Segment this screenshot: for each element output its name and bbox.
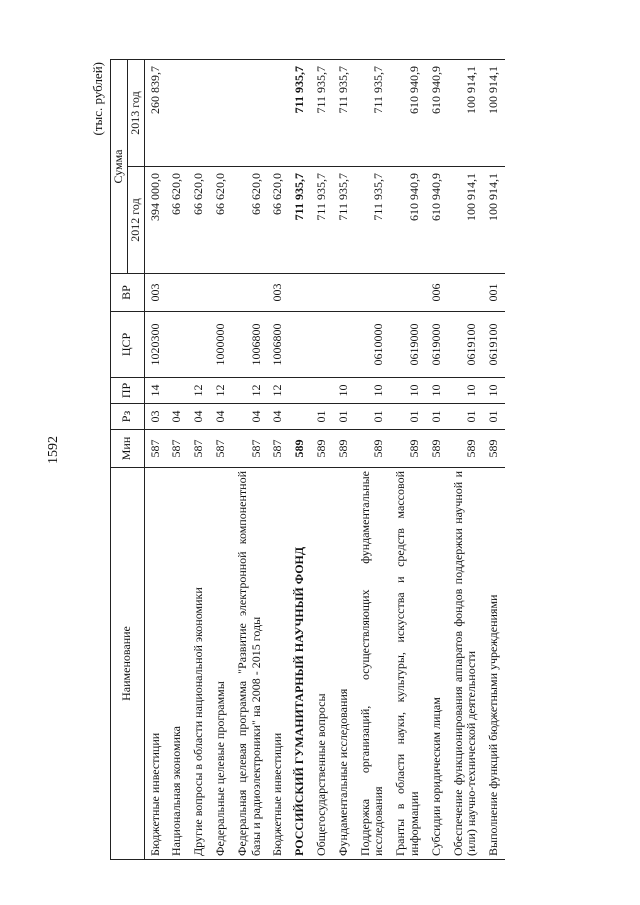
cell-csr xyxy=(333,312,355,378)
header-rz: Рз xyxy=(111,404,145,430)
cell-vr: 001 xyxy=(483,274,505,312)
cell-2013 xyxy=(166,59,188,166)
table-row xyxy=(355,59,391,859)
cell-pr: 10 xyxy=(448,378,484,404)
table-row xyxy=(267,59,289,859)
cell-csr: 0619100 xyxy=(483,312,505,378)
cell-min: 587 xyxy=(232,430,268,468)
cell-name: Бюджетные инвестиции xyxy=(267,468,289,860)
cell-pr: 10 xyxy=(355,378,391,404)
table-row xyxy=(426,59,448,859)
budget-table xyxy=(110,59,505,860)
cell-pr: 12 xyxy=(232,378,268,404)
cell-csr: 1006800 xyxy=(267,312,289,378)
cell-min: 589 xyxy=(355,430,391,468)
cell-rz: 04 xyxy=(166,404,188,430)
cell-2012: 100 914,1 xyxy=(448,167,484,274)
cell-name: Обеспечение функционирования аппаратов фондов поддержки научной и (или) научно-технической деятельности xyxy=(448,468,484,860)
cell-2013: 711 935,7 xyxy=(333,59,355,166)
cell-rz: 03 xyxy=(144,404,166,430)
cell-2013 xyxy=(210,59,232,166)
table-row xyxy=(448,59,484,859)
cell-rz: 01 xyxy=(311,404,333,430)
cell-vr xyxy=(166,274,188,312)
cell-name: Субсидии юридическим лицам xyxy=(426,468,448,860)
cell-csr xyxy=(311,312,333,378)
cell-vr: 003 xyxy=(144,274,166,312)
cell-min: 587 xyxy=(267,430,289,468)
cell-2012: 66 620,0 xyxy=(267,167,289,274)
header-csr: ЦСР xyxy=(111,312,145,378)
table-row xyxy=(311,59,333,859)
cell-csr: 1020300 xyxy=(144,312,166,378)
cell-csr: 1000000 xyxy=(210,312,232,378)
cell-pr: 12 xyxy=(267,378,289,404)
cell-csr: 0610000 xyxy=(355,312,391,378)
rotated-table-area xyxy=(90,60,610,860)
table-body xyxy=(144,59,505,859)
cell-pr: 10 xyxy=(426,378,448,404)
header-min: Мин xyxy=(111,430,145,468)
cell-vr xyxy=(390,274,426,312)
cell-rz: 04 xyxy=(210,404,232,430)
cell-pr: 10 xyxy=(390,378,426,404)
cell-min: 589 xyxy=(483,430,505,468)
cell-name: Выполнение функций бюджетными учреждениями xyxy=(483,468,505,860)
cell-rz: 04 xyxy=(267,404,289,430)
table-row xyxy=(289,59,311,859)
cell-2013: 711 935,7 xyxy=(289,59,311,166)
units-label: (тыс. рублей) xyxy=(90,62,105,136)
cell-rz: 01 xyxy=(355,404,391,430)
cell-2012: 610 940,9 xyxy=(426,167,448,274)
cell-min: 587 xyxy=(188,430,210,468)
cell-name: Общегосударственные вопросы xyxy=(311,468,333,860)
cell-csr: 1006800 xyxy=(232,312,268,378)
cell-name: Национальная экономика xyxy=(166,468,188,860)
cell-csr xyxy=(166,312,188,378)
table-row xyxy=(166,59,188,859)
cell-pr xyxy=(311,378,333,404)
cell-rz: 01 xyxy=(333,404,355,430)
cell-min: 589 xyxy=(289,430,311,468)
cell-2013: 100 914,1 xyxy=(448,59,484,166)
cell-vr: 003 xyxy=(267,274,289,312)
cell-pr: 12 xyxy=(210,378,232,404)
cell-pr xyxy=(289,378,311,404)
cell-name: Фундаментальные исследования xyxy=(333,468,355,860)
cell-name: Другие вопросы в области национальной экономики xyxy=(188,468,210,860)
cell-min: 589 xyxy=(426,430,448,468)
cell-min: 587 xyxy=(166,430,188,468)
cell-2013: 711 935,7 xyxy=(355,59,391,166)
header-name: Наименование xyxy=(111,468,145,860)
cell-2013 xyxy=(188,59,210,166)
cell-vr: 006 xyxy=(426,274,448,312)
cell-vr xyxy=(210,274,232,312)
cell-pr: 10 xyxy=(333,378,355,404)
cell-2012: 711 935,7 xyxy=(333,167,355,274)
cell-2013: 711 935,7 xyxy=(311,59,333,166)
cell-min: 589 xyxy=(333,430,355,468)
cell-name: Федеральная целевая программа "Развитие электронной компонентной базы и радиоэлектроники" на 2008 - 2015 годы xyxy=(232,468,268,860)
cell-name: Поддержка организаций, осуществляющих фундаментальные исследования xyxy=(355,468,391,860)
header-vr: ВР xyxy=(111,274,145,312)
cell-2013: 260 839,7 xyxy=(144,59,166,166)
table-row xyxy=(483,59,505,859)
cell-2013 xyxy=(267,59,289,166)
table-row xyxy=(144,59,166,859)
cell-rz: 01 xyxy=(448,404,484,430)
cell-pr xyxy=(166,378,188,404)
cell-name: Гранты в области науки, культуры, искусства и средств массовой информации xyxy=(390,468,426,860)
cell-2012: 610 940,9 xyxy=(390,167,426,274)
cell-2013: 610 940,9 xyxy=(390,59,426,166)
cell-min: 587 xyxy=(144,430,166,468)
cell-pr: 14 xyxy=(144,378,166,404)
cell-min: 589 xyxy=(448,430,484,468)
cell-csr: 0619000 xyxy=(426,312,448,378)
cell-name: Федеральные целевые программы xyxy=(210,468,232,860)
cell-name: Бюджетные инвестиции xyxy=(144,468,166,860)
cell-2012: 66 620,0 xyxy=(188,167,210,274)
table-row xyxy=(188,59,210,859)
header-pr: ПР xyxy=(111,378,145,404)
table-row xyxy=(333,59,355,859)
cell-vr xyxy=(311,274,333,312)
cell-2012: 66 620,0 xyxy=(166,167,188,274)
cell-2012: 100 914,1 xyxy=(483,167,505,274)
header-2013: 2013 год xyxy=(127,59,144,166)
cell-name: РОССИЙСКИЙ ГУМАНИТАРНЫЙ НАУЧНЫЙ ФОНД xyxy=(289,468,311,860)
cell-min: 589 xyxy=(311,430,333,468)
cell-2013: 100 914,1 xyxy=(483,59,505,166)
cell-csr xyxy=(188,312,210,378)
cell-2012: 711 935,7 xyxy=(311,167,333,274)
cell-vr xyxy=(355,274,391,312)
table-header xyxy=(111,59,145,859)
cell-2013: 610 940,9 xyxy=(426,59,448,166)
cell-vr xyxy=(188,274,210,312)
cell-rz: 04 xyxy=(232,404,268,430)
cell-rz: 01 xyxy=(390,404,426,430)
cell-vr xyxy=(333,274,355,312)
cell-vr xyxy=(448,274,484,312)
cell-rz: 01 xyxy=(426,404,448,430)
cell-min: 589 xyxy=(390,430,426,468)
cell-pr: 10 xyxy=(483,378,505,404)
cell-rz: 01 xyxy=(483,404,505,430)
cell-2012: 711 935,7 xyxy=(289,167,311,274)
cell-min: 587 xyxy=(210,430,232,468)
cell-2012: 66 620,0 xyxy=(232,167,268,274)
cell-csr: 0619000 xyxy=(390,312,426,378)
cell-csr xyxy=(289,312,311,378)
header-2012: 2012 год xyxy=(127,167,144,274)
cell-csr: 0619100 xyxy=(448,312,484,378)
cell-2013 xyxy=(232,59,268,166)
table-row xyxy=(210,59,232,859)
header-sum: Сумма xyxy=(111,59,128,273)
cell-vr xyxy=(232,274,268,312)
cell-vr xyxy=(289,274,311,312)
table-row xyxy=(390,59,426,859)
cell-rz: 04 xyxy=(188,404,210,430)
cell-2012: 711 935,7 xyxy=(355,167,391,274)
table-row xyxy=(232,59,268,859)
page-number: 1592 xyxy=(46,436,61,464)
cell-rz xyxy=(289,404,311,430)
cell-pr: 12 xyxy=(188,378,210,404)
cell-2012: 66 620,0 xyxy=(210,167,232,274)
cell-2012: 394 000,0 xyxy=(144,167,166,274)
